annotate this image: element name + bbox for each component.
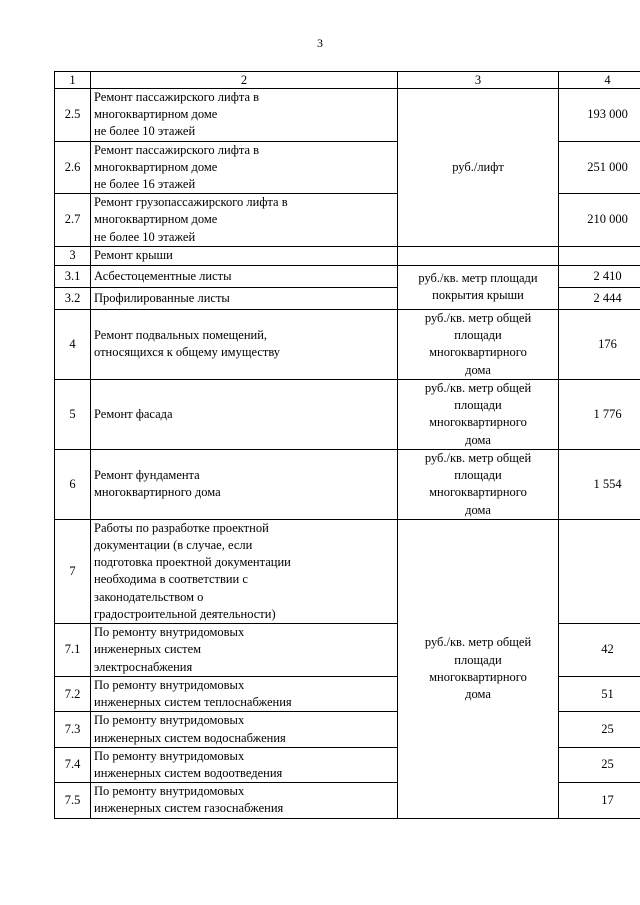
table-header-row	[55, 72, 640, 89]
table-row	[55, 89, 640, 142]
row-number: 7.5	[55, 783, 91, 818]
row-number: 7	[55, 519, 91, 623]
work-name: Ремонт фасада	[91, 379, 398, 449]
price-cell: 1 776	[559, 379, 640, 449]
work-name: Ремонт пассажирского лифта в многоквартирном доме не более 16 этажей	[91, 141, 398, 194]
work-name: Ремонт крыши	[91, 246, 398, 265]
work-name: По ремонту внутридомовых инженерных систем водоотведения	[91, 747, 398, 782]
work-name: Работы по разработке проектной документации (в случае, если подготовка проектной документации необходима в соответствии с законодательством о градостроительной деятельности)	[91, 519, 398, 623]
unit-cell: руб./кв. метр площади покрытия крыши	[398, 265, 559, 309]
work-name: Профилированные листы	[91, 287, 398, 309]
price-cell: 25	[559, 747, 640, 782]
price-cell: 42	[559, 624, 640, 677]
price-cell: 210 000	[559, 194, 640, 247]
table-row	[55, 246, 640, 265]
row-number: 7.2	[55, 677, 91, 712]
price-cell: 2 410	[559, 265, 640, 287]
price-cell	[559, 519, 640, 623]
row-number: 2.7	[55, 194, 91, 247]
unit-cell: руб./кв. метр общей площади многоквартирного дома	[398, 449, 559, 519]
work-name: По ремонту внутридомовых инженерных систем теплоснабжения	[91, 677, 398, 712]
row-number: 2.6	[55, 141, 91, 194]
row-number: 4	[55, 309, 91, 379]
unit-cell: руб./кв. метр общей площади многоквартирного дома	[398, 309, 559, 379]
page-number: 3	[317, 36, 323, 50]
column-header: 1	[55, 72, 91, 89]
column-header: 2	[91, 72, 398, 89]
price-cell: 1 554	[559, 449, 640, 519]
work-name: По ремонту внутридомовых инженерных систем газоснабжения	[91, 783, 398, 818]
work-name: По ремонту внутридомовых инженерных систем электроснабжения	[91, 624, 398, 677]
table-row	[55, 379, 640, 449]
price-cell: 51	[559, 677, 640, 712]
row-number: 3.2	[55, 287, 91, 309]
price-cell: 176	[559, 309, 640, 379]
unit-cell	[398, 246, 559, 265]
row-number: 3	[55, 246, 91, 265]
row-number: 7.4	[55, 747, 91, 782]
row-number: 2.5	[55, 89, 91, 142]
price-cell: 251 000	[559, 141, 640, 194]
work-name: Ремонт фундамента многоквартирного дома	[91, 449, 398, 519]
work-name: Ремонт пассажирского лифта в многоквартирном доме не более 10 этажей	[91, 89, 398, 142]
price-cell: 2 444	[559, 287, 640, 309]
work-name: Асбестоцементные листы	[91, 265, 398, 287]
table-row	[55, 519, 640, 623]
row-number: 3.1	[55, 265, 91, 287]
tariff-table	[54, 71, 640, 819]
price-cell: 17	[559, 783, 640, 818]
column-header: 3	[398, 72, 559, 89]
work-name: По ремонту внутридомовых инженерных систем водоснабжения	[91, 712, 398, 747]
row-number: 6	[55, 449, 91, 519]
unit-cell: руб./кв. метр общей площади многоквартирного дома	[398, 379, 559, 449]
row-number: 5	[55, 379, 91, 449]
unit-cell: руб./лифт	[398, 89, 559, 247]
row-number: 7.1	[55, 624, 91, 677]
column-header: 4	[559, 72, 640, 89]
table-row	[55, 309, 640, 379]
price-cell	[559, 246, 640, 265]
table-row	[55, 265, 640, 287]
row-number: 7.3	[55, 712, 91, 747]
price-cell: 25	[559, 712, 640, 747]
table-row	[55, 449, 640, 519]
unit-cell: руб./кв. метр общей площади многоквартирного дома	[398, 519, 559, 818]
work-name: Ремонт грузопассажирского лифта в многоквартирном доме не более 10 этажей	[91, 194, 398, 247]
price-cell: 193 000	[559, 89, 640, 142]
work-name: Ремонт подвальных помещений, относящихся к общему имуществу	[91, 309, 398, 379]
